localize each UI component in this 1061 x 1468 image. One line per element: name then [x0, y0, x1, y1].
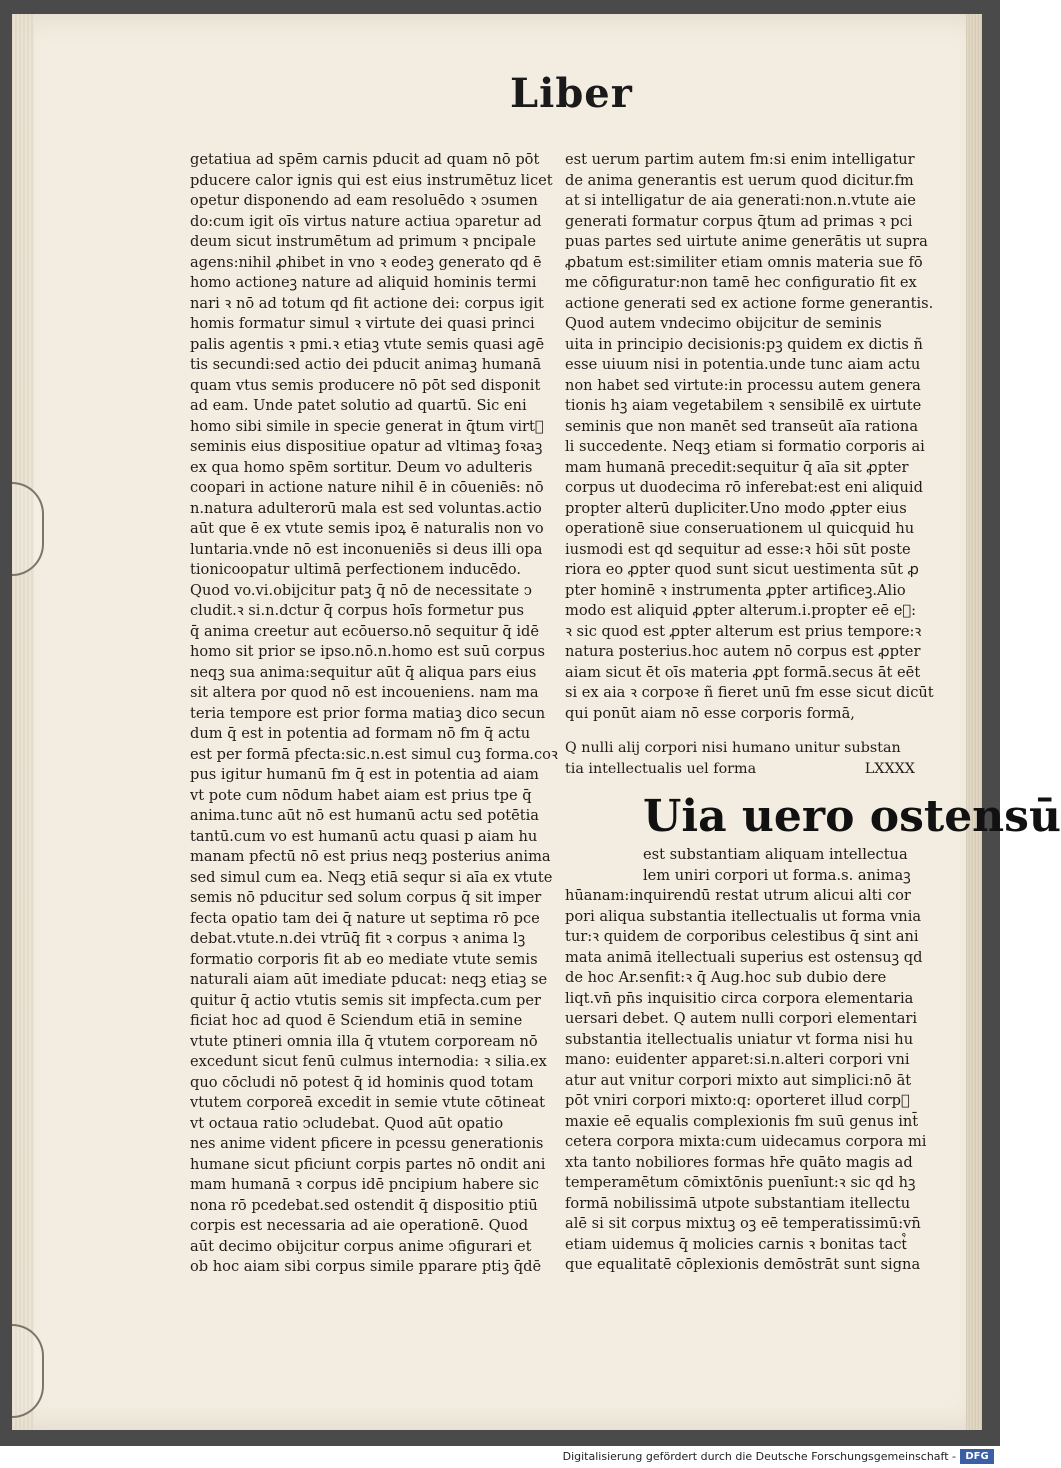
chapter-title-text: tia intellectualis uel forma [565, 760, 757, 777]
text-line: ꝓbatum est:similiter etiam omnis materia sue fō [565, 253, 923, 271]
text-line: tur:ꝛ quidem de corporibus celestibus q̄ sint ani [565, 928, 919, 945]
text-line: formatio corporis fit ab eo mediate vtute semis [190, 950, 538, 968]
text-line: pducere calor ignis qui est eius instrumētuz licet [190, 171, 553, 189]
text-line: semis nō pducitur sed solum corpus q̄ sit imper [190, 889, 542, 906]
chapter-opening [565, 791, 1061, 845]
text-line: lem uniri corpori ut forma.s. animaꝫ [643, 866, 911, 884]
text-line: tionis hꝫ aiam vegetabilem ꝛ sensibilē ex uirtute [565, 397, 922, 414]
clasp-upper [12, 482, 44, 576]
text-line: teria tempore est prior forma matiaꝫ dico secun [190, 704, 546, 722]
text-line: actione generati sed ex actione forme generantis. [565, 294, 934, 312]
right-column-text-a [565, 150, 934, 724]
dfg-logo: DFG [960, 1449, 994, 1464]
text-line: anima.tunc aūt nō est humanū actu sed potētia [190, 807, 539, 824]
text-line: homis formatur simul ꝛ virtute dei quasi princi [190, 315, 535, 332]
text-line: aiam sicut ēt oīs materia ꝓpt formā.secus āt eēt [565, 663, 921, 681]
text-line: neqꝫ sua anima:sequitur aūt q̄ aliqua pars eius [190, 663, 537, 681]
text-line: naturali aiam aūt imediate pducat: neqꝫ etiaꝫ se [190, 971, 548, 988]
text-line: fecta opatio tam dei q̄ nature ut septima rō pce [190, 909, 540, 927]
right-column-text-b [565, 845, 927, 1276]
text-line: mano: euidenter apparet:si.n.alteri corpori vni [565, 1051, 910, 1068]
text-line: xta tanto nobiliores formas hr̄e quāto magis ad [565, 1153, 913, 1171]
text-line: nona rō pcedebat.sed ostendit q̄ dispositio ptiū [190, 1196, 538, 1214]
text-line: tis secundi:sed actio dei pducit animaꝫ humanā [190, 356, 542, 373]
text-line: si ex aia ꝛ corpoꝛe ñ fieret unū fm esse sicut dicūt [565, 684, 934, 701]
text-line: natura posterius.hoc autem nō corpus est ꝓpter [565, 643, 921, 660]
page-stack-right [966, 14, 982, 1430]
text-line: mam humanā precedit:sequitur q̄ aīa sit ꝓpter [565, 458, 909, 476]
text-line: agens:nihil ꝓhibet in vno ꝛ eodeꝫ generato qd ē [190, 253, 542, 271]
page-stack-left [12, 14, 34, 1430]
text-line: sed simul cum ea. Neqꝫ etiā sequr si aīa ex vtute [190, 868, 553, 886]
text-line: seminis que non manēt sed transeūt aīa rationa [565, 417, 919, 435]
text-line: atur aut vnitur corpori mixto aut simplici:nō āt [565, 1071, 912, 1089]
text-line: n.natura adulterorū mala est sed voluntas.actio [190, 499, 542, 517]
text-line: hūanam:inquirendū restat utrum alicui alti cor [565, 887, 911, 904]
text-line: uersari debet. Q autem nulli corpori elementari [565, 1010, 918, 1027]
text-line: tionicoopatur ultimā perfectionem inducēdo. [190, 561, 521, 578]
text-line: getatiua ad spēm carnis pducit ad quam nō pōt [190, 151, 540, 168]
text-line: puas partes sed uirtute anime generātis ut supra [565, 233, 928, 250]
decorated-initial: Uia uero ostensū [643, 791, 1061, 842]
text-line: nes anime vident pficere in pcessu generationis [190, 1135, 544, 1152]
text-line: uita in principio decisionis:pꝫ quidem ex dictis ñ [565, 335, 923, 353]
text-line: excedunt sicut fenū culmus internodia: ꝛ silia.ex [190, 1053, 547, 1070]
text-line: vt octaua ratio ↄcludebat. Quod aūt opatio [190, 1114, 504, 1132]
text-line: nari ꝛ nō ad totum qd fit actione dei: corpus igit [190, 294, 544, 312]
text-line: ficiat hoc ad quod ē Sciendum etiā in semine [190, 1012, 523, 1029]
left-column [190, 150, 558, 1278]
text-line: deum sicut instrumētum ad primum ꝛ pncipale [190, 233, 536, 250]
funding-notice: Digitalisierung gefördert durch die Deutsche Forschungsgemeinschaft - [562, 1450, 956, 1463]
text-line: manam pfectū nō est prius neqꝫ posterius anima [190, 848, 551, 865]
text-line: aūt decimo obijcitur corpus anime ↄfigurari et [190, 1237, 532, 1255]
chapter-heading [565, 738, 915, 779]
text-line: vt pote cum nōdum habet aiam est prius tpe q̄ [190, 786, 532, 804]
text-line: debat.vtute.n.dei vtrūq̄ fit ꝛ corpus ꝛ anima lꝫ [190, 930, 526, 947]
text-line: quitur q̄ actio vtutis semis sit impfecta.cum per [190, 991, 541, 1009]
text-line: qui ponūt aiam nō esse corporis formā, [565, 704, 855, 722]
text-line: est per formā pfecta:sic.n.est simul cuꝫ forma.coꝛ [190, 745, 558, 763]
text-line: humane sicut pficiunt corpis partes nō ondit ani [190, 1155, 546, 1173]
right-column [565, 150, 1061, 1276]
chapter-title-line [565, 759, 915, 780]
text-line: dum q̄ est in potentia ad formam nō fm q̄ actu [190, 725, 531, 742]
text-line: Quod autem vndecimo obijcitur de seminis [565, 315, 882, 332]
text-line: cludit.ꝛ si.n.dctur q̄ corpus hoīs formetur pus [190, 602, 525, 619]
text-line: palis agentis ꝛ pmi.ꝛ etiaꝫ vtute semis quasi agē [190, 335, 545, 353]
text-line: ad eam. Unde patet solutio ad quartū. Sic eni [190, 397, 527, 414]
text-line: vtute ptineri omnia illa q̄ vtutem corpoream nō [190, 1032, 538, 1050]
text-line: temperamētum cōmixtōnis puenīunt:ꝛ sic qd hꝫ [565, 1174, 916, 1191]
text-line: est uerum partim autem fm:si enim intelligatur [565, 151, 915, 168]
chapter-number: LXXXX [864, 760, 915, 777]
text-line: propter alterū dupliciter.Uno modo ꝓpter eius [565, 499, 907, 517]
clasp-lower [12, 1324, 44, 1418]
text-line: homo sit prior se ipso.nō.n.homo est suū corpus [190, 643, 545, 660]
text-line: de anima generantis est uerum quod dicitur.fm [565, 171, 914, 189]
text-line: corpus ut duodecima rō inferebat:est eni aliquid [565, 479, 923, 496]
text-line: sit altera por quod nō est incoueniens. nam ma [190, 684, 539, 701]
text-line: tantū.cum vo est humanū actu quasi p aiam hu [190, 827, 538, 845]
chapter-title-line: Q nulli alij corpori nisi humano unitur substan [565, 740, 901, 756]
text-line: ob hoc aiam sibi corpus simile pparare ptiꝫ q̄dē [190, 1258, 542, 1275]
text-line: de hoc Ar.senfit:ꝛ q̄ Aug.hoc sub dubio dere [565, 969, 887, 986]
text-line: etiam uidemus q̄ molicies carnis ꝛ bonitas tact᷒ [565, 1235, 907, 1253]
text-line: maxie eē equalis complexionis fm suū genus int̄ [565, 1112, 919, 1130]
right-column-text-b-body [565, 886, 927, 1276]
text-line: li succedente. Neqꝫ etiam si formatio corporis ai [565, 438, 925, 455]
text-line: do:cum igit oīs virtus nature actiua ↄparetur ad [190, 212, 542, 230]
text-line: corpis est necessaria ad aie operationē. Quod [190, 1217, 529, 1234]
text-line: alē si sit corpus mixtuꝫ oꝫ eē temperatissimū:vn̄ [565, 1215, 921, 1232]
text-line: seminis eius dispositiue opatur ad vltimaꝫ foꝛaꝫ [190, 438, 543, 455]
text-line: me cōfiguratur:non tamē hec configuratio fit ex [565, 274, 917, 291]
running-head: Liber [510, 70, 633, 117]
text-line: est substantiam aliquam intellectua [643, 846, 908, 863]
text-line: liqt.vn̄ pn̄s inquisitio circa corpora elementaria [565, 989, 914, 1007]
text-line: mam humanā ꝛ corpus idē pncipium habere sic [190, 1176, 539, 1193]
text-line: pus igitur humanū fm q̄ est in potentia ad aiam [190, 766, 539, 783]
text-line: non habet sed virtute:in processu autem genera [565, 376, 921, 394]
text-line: coopari in actione nature nihil ē in cōueniēs: nō [190, 479, 544, 496]
text-line: esse uiuum nisi in potentia.unde tunc aiam actu [565, 356, 921, 373]
text-line: cetera corpora mixta:cum uidecamus corpora mi [565, 1133, 927, 1150]
text-line: que equalitatē cōplexionis demōstrāt sunt signa [565, 1256, 921, 1273]
text-line: aūt que ē ex vtute semis ipoꝝ ē naturalis non vo [190, 520, 544, 537]
text-line: generati formatur corpus q̄tum ad primas ꝛ pci [565, 212, 913, 230]
footer-bar [0, 1446, 1000, 1468]
text-line: homo sibi simile in specie generat in q̄tum virt᷒ [190, 417, 544, 435]
text-line: Quod vo.vi.obijcitur patꝫ q̄ nō de necessitate ↄ [190, 581, 532, 599]
text-line: mata animā itellectuali superius est ostensuꝫ qd [565, 948, 923, 966]
text-line: iusmodi est qd sequitur ad esse:ꝛ hōi sūt poste [565, 540, 911, 558]
text-line: quo cōcludi nō potest q̄ id hominis quod totam [190, 1073, 534, 1091]
text-line: ex qua homo spēm sortitur. Deum vo adulteris [190, 458, 533, 476]
text-line: substantia itellectualis uniatur vt forma nisi hu [565, 1030, 914, 1048]
text-line: q̄ anima creetur aut ecōuerso.nō sequitur q̄ idē [190, 622, 539, 640]
text-line: operationē siue conseruationem ul quicquid hu [565, 520, 915, 537]
text-line: vtutem corporeā excedit in semie vtute cōtineat [190, 1094, 546, 1111]
text-line: homo actioneꝫ nature ad aliquid hominis termi [190, 274, 537, 291]
text-line: modo est aliquid ꝓpter alterum.i.propter eē e᷑: [565, 602, 917, 619]
text-line: opetur disponendo ad eam resoluēdo ꝛ ↄsumen [190, 192, 538, 209]
text-line: pter hominē ꝛ instrumenta ꝓpter artificeꝫ.Alio [565, 581, 906, 599]
text-line: quam vtus semis producere nō pōt sed disponit [190, 376, 541, 394]
text-line: ꝛ sic quod est ꝓpter alterum est prius tempore:ꝛ [565, 622, 922, 640]
text-line: riora eo ꝓpter quod sunt sicut uestimenta sūt ꝓ [565, 561, 919, 578]
text-line: pori aliqua substantia itellectualis ut forma vnia [565, 907, 922, 925]
text-line: luntaria.vnde nō est inconueniēs si deus illi opa [190, 540, 543, 558]
text-line: formā nobilissimā utpote substantiam itellectu [565, 1194, 911, 1212]
text-line: pōt vniri corpori mixto:q: oporteret illud corp᷒ [565, 1092, 910, 1109]
text-line: at si intelligatur de aia generati:non.n.vtute aie [565, 192, 916, 209]
